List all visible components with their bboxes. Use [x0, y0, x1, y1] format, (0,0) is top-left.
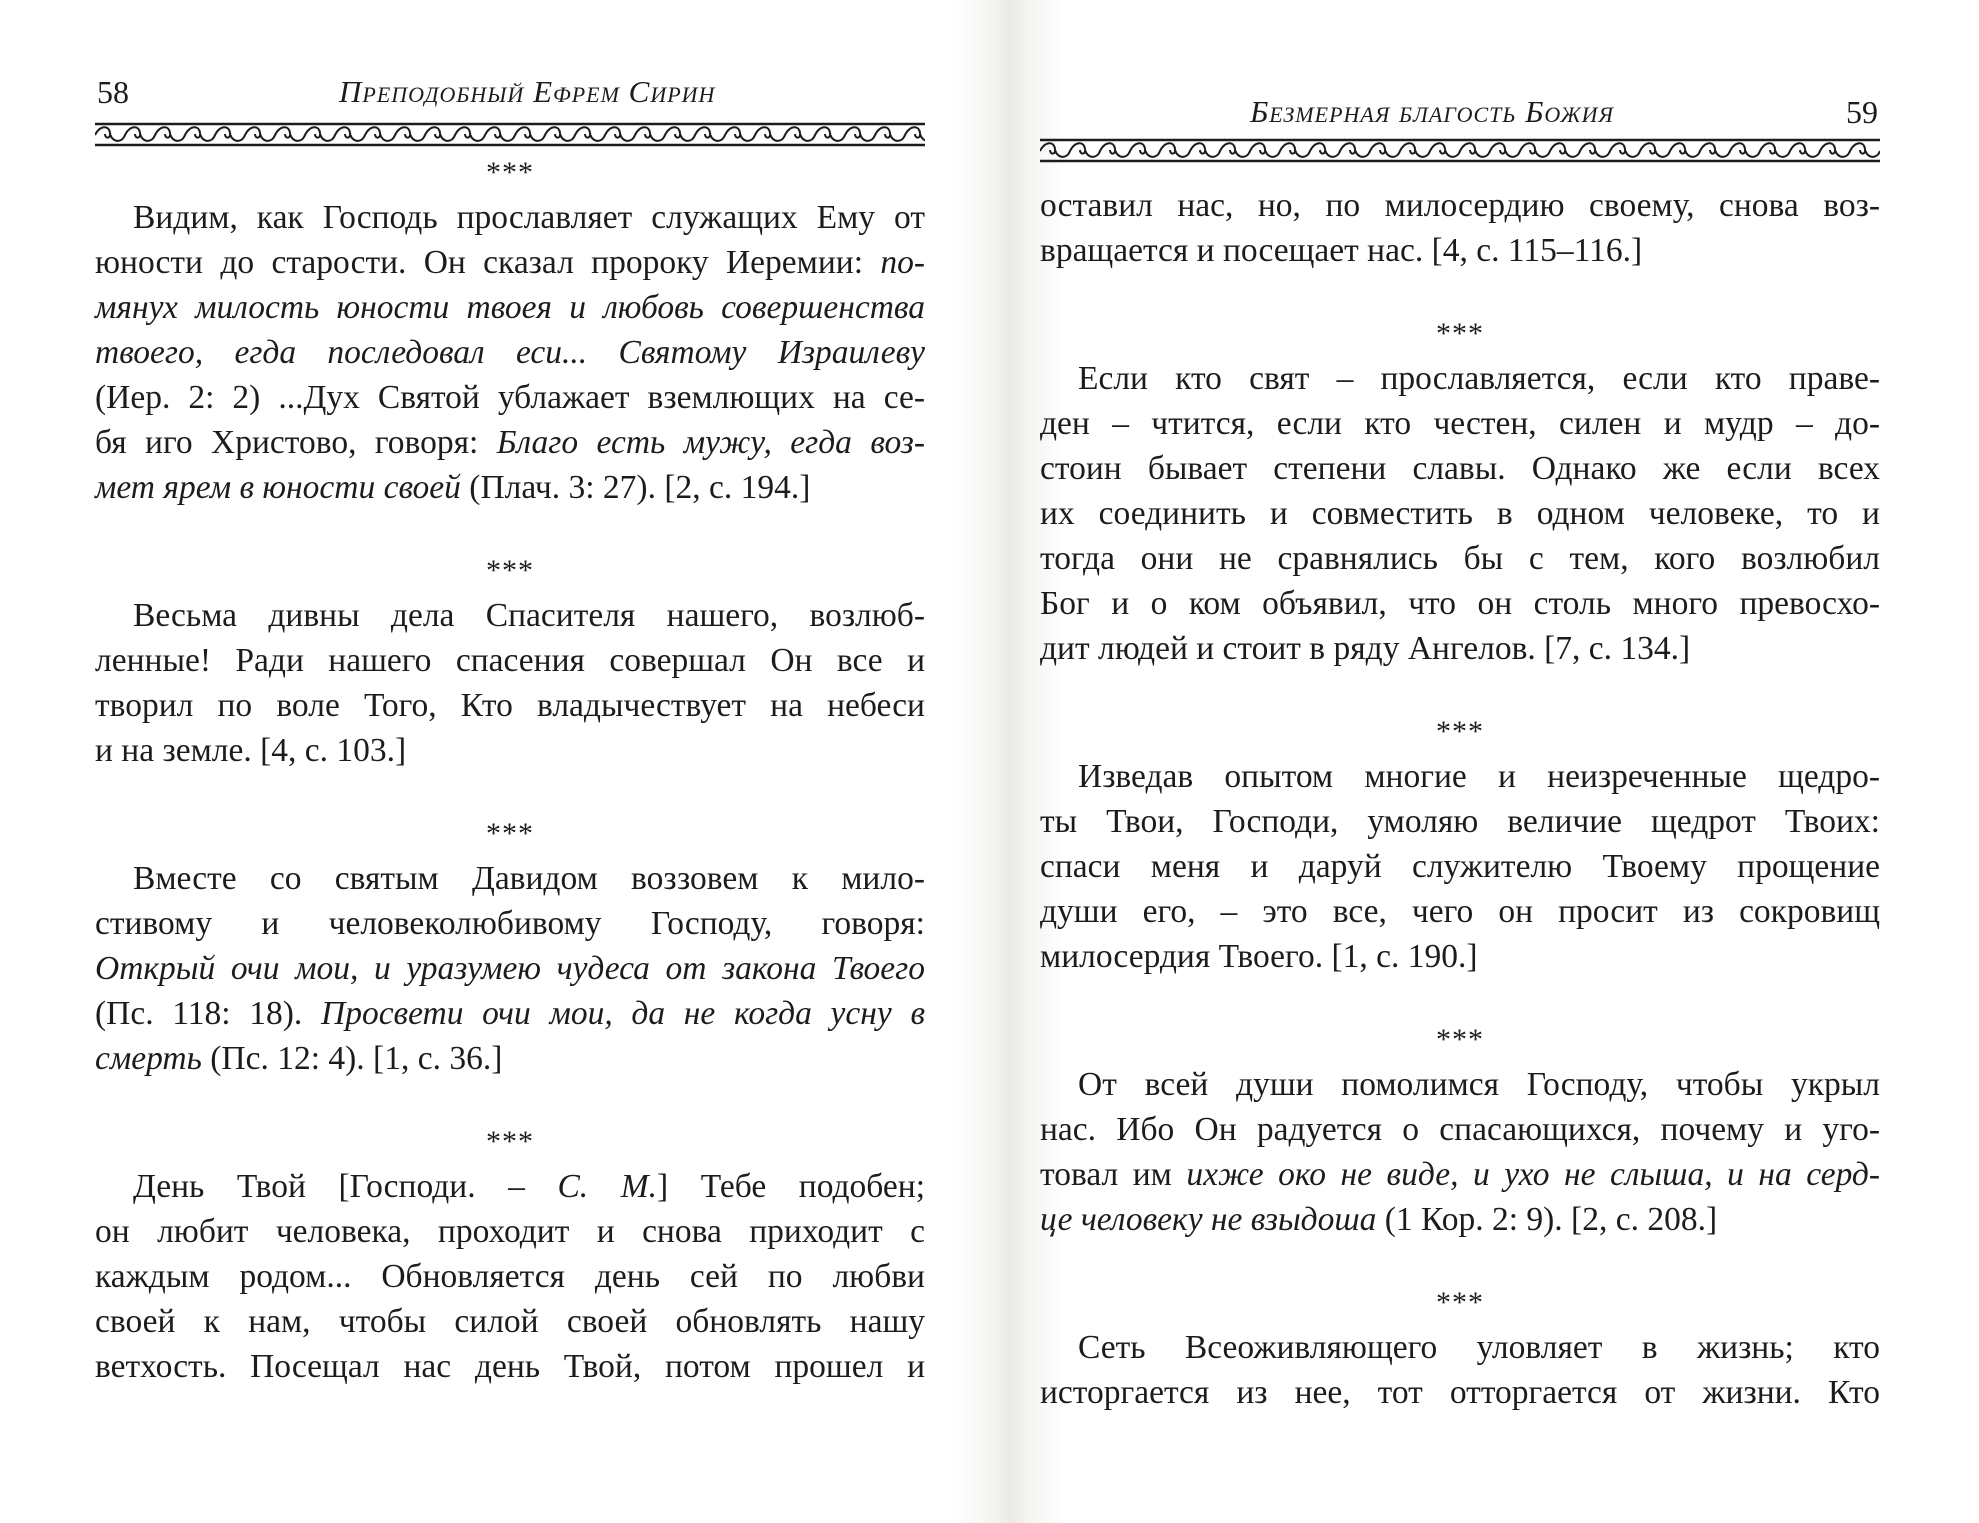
left-running-head [95, 68, 925, 116]
left-ornament-border-icon [95, 122, 925, 148]
body-text: Видим, как Господь прославляет служащих Ему от [133, 199, 925, 236]
text-line [95, 195, 925, 240]
section-separator: *** [1436, 317, 1484, 350]
italic-quote-text: Просвети очи мои, да не когда усну в [321, 995, 925, 1032]
right-running-title: Безмерная благость Божия [1250, 94, 1614, 129]
text-line [95, 728, 925, 773]
right-ornament-border-icon [1040, 138, 1880, 164]
body-text: (Иер. 2: 2) ...Дух Святой ублажает вземлющих на се- [95, 379, 925, 416]
left-page-number: 58 [97, 74, 129, 110]
text-line [95, 856, 925, 901]
text-line [95, 1299, 925, 1344]
body-text: Сеть Всеоживляющего уловляет в жизнь; кто [1078, 1329, 1880, 1366]
italic-quote-text: смерть [95, 1040, 202, 1077]
body-text: бя иго Христово, говоря: [95, 424, 497, 461]
paragraph-gap [1040, 1242, 1880, 1280]
italic-quote-text: по- [880, 244, 925, 281]
italic-quote-text: твоего, егда последовал еси... Святому Израилеву [95, 334, 925, 371]
paragraph-gap [1040, 979, 1880, 1017]
body-text: (1 Кор. 2: 9). [2, с. 208.] [1376, 1201, 1718, 1238]
body-text: юности до старости. Он сказал пророку Иеремии: [95, 244, 881, 281]
italic-quote-text: С. М. [557, 1168, 657, 1205]
body-text: и на земле. [4, с. 103.] [95, 732, 407, 769]
body-text: он любит человека, проходит и снова приходит с [95, 1213, 925, 1250]
right-running-head [1040, 88, 1880, 136]
section-separator: *** [1436, 1023, 1484, 1056]
text-line [95, 1254, 925, 1299]
italic-quote-text: це человеку не взыдоша [1040, 1201, 1377, 1238]
text-line [1040, 401, 1880, 446]
body-text: Если кто свят – прославляется, если кто праве- [1078, 360, 1880, 397]
text-paragraph [1040, 1062, 1880, 1242]
body-text: (Плач. 3: 27). [2, с. 194.] [460, 469, 811, 506]
body-text: От всей души помолимся Господу, чтобы укрыл [1078, 1066, 1880, 1103]
body-text: милосердия Твоего. [1, с. 190.] [1040, 938, 1478, 975]
text-line [1040, 536, 1880, 581]
text-line [1040, 491, 1880, 536]
body-text: дит людей и стоит в ряду Ангелов. [7, с. 134.] [1040, 630, 1691, 667]
body-text: их соединить и совместить в одном человеке, то и [1040, 495, 1880, 532]
text-line [95, 1164, 925, 1209]
left-running-title: Преподобный Ефрем Сирин [339, 74, 716, 109]
body-text: товал им [1040, 1156, 1187, 1193]
text-line [95, 593, 925, 638]
paragraph-gap [95, 1081, 925, 1119]
section-separator: *** [1436, 1286, 1484, 1319]
body-text: (Пс. 12: 4). [1, с. 36.] [201, 1040, 503, 1077]
section-separator: *** [486, 554, 534, 587]
text-line [95, 240, 925, 285]
italic-quote-text: мет ярем в юности своей [95, 469, 461, 506]
text-line [1040, 228, 1880, 273]
body-text: ты Твои, Господи, умоляю величие щедрот Твоих: [1040, 803, 1880, 840]
left-page [95, 0, 925, 1523]
text-line [1040, 844, 1880, 889]
text-line [1040, 754, 1880, 799]
text-line [1040, 934, 1880, 979]
body-text: каждым родом... Обновляется день сей по любви [95, 1258, 925, 1295]
text-line [95, 991, 925, 1036]
body-text: Вместе со святым Давидом воззовем к мило- [133, 860, 925, 897]
italic-quote-text: мянух милость юности твоея и любовь совершенства [95, 289, 925, 326]
text-line [1040, 1370, 1880, 1415]
text-line [95, 420, 925, 465]
body-text: Бог и о ком объявил, что он столь много превосхо- [1040, 585, 1880, 622]
italic-quote-text: Благо есть мужу, егда воз- [496, 424, 925, 461]
text-line [1040, 581, 1880, 626]
body-text: (Пс. 118: 18). [95, 995, 321, 1032]
paragraph-gap [95, 773, 925, 811]
body-text: ленные! Ради нашего спасения совершал Он все и [95, 642, 925, 679]
italic-quote-text: Открый очи мои, и уразумею чудеса от закона Твоего [95, 950, 925, 987]
text-line [1040, 1152, 1880, 1197]
body-text: спаси меня и даруй служителю Твоему прощение [1040, 848, 1880, 885]
section-separator: *** [486, 817, 534, 850]
body-text: ветхость. Посещал нас день Твой, потом прошел и [95, 1348, 925, 1385]
body-text: души его, – это все, чего он просит из сокровищ [1040, 893, 1880, 930]
body-text: Весьма дивны дела Спасителя нашего, возлюб- [133, 597, 925, 634]
text-line [1040, 1325, 1880, 1370]
text-line [95, 638, 925, 683]
text-line [1040, 446, 1880, 491]
body-text: День Твой [Господи. – [133, 1168, 558, 1205]
body-text: творил по воле Того, Кто владычествует на небеси [95, 687, 925, 724]
right-page [1040, 0, 1880, 1523]
text-line [95, 330, 925, 375]
text-line [1040, 1062, 1880, 1107]
body-text: ден – чтится, если кто честен, силен и мудр – до- [1040, 405, 1880, 442]
body-text: оставил нас, но, по милосердию своему, снова воз- [1040, 187, 1880, 224]
text-line [95, 1036, 925, 1081]
body-text: тогда они не сравнялись бы с тем, кого возлюбил [1040, 540, 1880, 577]
ornament-wave-icon [95, 122, 925, 148]
paragraph-gap [1040, 273, 1880, 311]
text-line [95, 683, 925, 728]
paragraph-gap [1040, 671, 1880, 709]
text-line [95, 375, 925, 420]
text-line [1040, 1197, 1880, 1242]
body-text: Изведав опытом многие и неизреченные щедро- [1078, 758, 1880, 795]
text-paragraph [1040, 1325, 1880, 1415]
section-separator: *** [486, 1125, 534, 1158]
body-text: ] Тебе подобен; [657, 1168, 925, 1205]
body-text: нас. Ибо Он радуется о спасающихся, почему и уго- [1040, 1111, 1880, 1148]
text-line [95, 901, 925, 946]
paragraph-gap [95, 510, 925, 548]
text-line [95, 946, 925, 991]
body-text: вращается и посещает нас. [4, с. 115–116.] [1040, 232, 1643, 269]
text-line [95, 1344, 925, 1389]
right-page-number: 59 [1846, 94, 1878, 130]
body-text: стоин бывает степени славы. Однако же если всех [1040, 450, 1880, 487]
text-line [1040, 356, 1880, 401]
body-text: стивому и человеколюбивому Господу, говоря: [95, 905, 925, 942]
text-paragraph [1040, 183, 1880, 273]
text-paragraph [1040, 356, 1880, 671]
section-separator: *** [1436, 715, 1484, 748]
text-paragraph [95, 856, 925, 1081]
body-text: своей к нам, чтобы силой своей обновлять нашу [95, 1303, 925, 1340]
text-paragraph [1040, 754, 1880, 979]
text-paragraph [95, 1164, 925, 1389]
section-separator: *** [486, 156, 534, 189]
text-line [95, 465, 925, 510]
ornament-wave-icon [1040, 138, 1880, 164]
text-line [95, 285, 925, 330]
text-line [1040, 626, 1880, 671]
text-paragraph [95, 195, 925, 510]
text-line [1040, 799, 1880, 844]
text-line [1040, 1107, 1880, 1152]
text-line [1040, 889, 1880, 934]
italic-quote-text: ихже око не виде, и ухо не слыша, и на серд- [1186, 1156, 1880, 1193]
body-text: исторгается из нее, тот отторгается от жизни. Кто [1040, 1374, 1880, 1411]
left-page-text [95, 150, 925, 1389]
right-page-text [1040, 183, 1880, 1415]
text-line [95, 1209, 925, 1254]
text-paragraph [95, 593, 925, 773]
text-line [1040, 183, 1880, 228]
